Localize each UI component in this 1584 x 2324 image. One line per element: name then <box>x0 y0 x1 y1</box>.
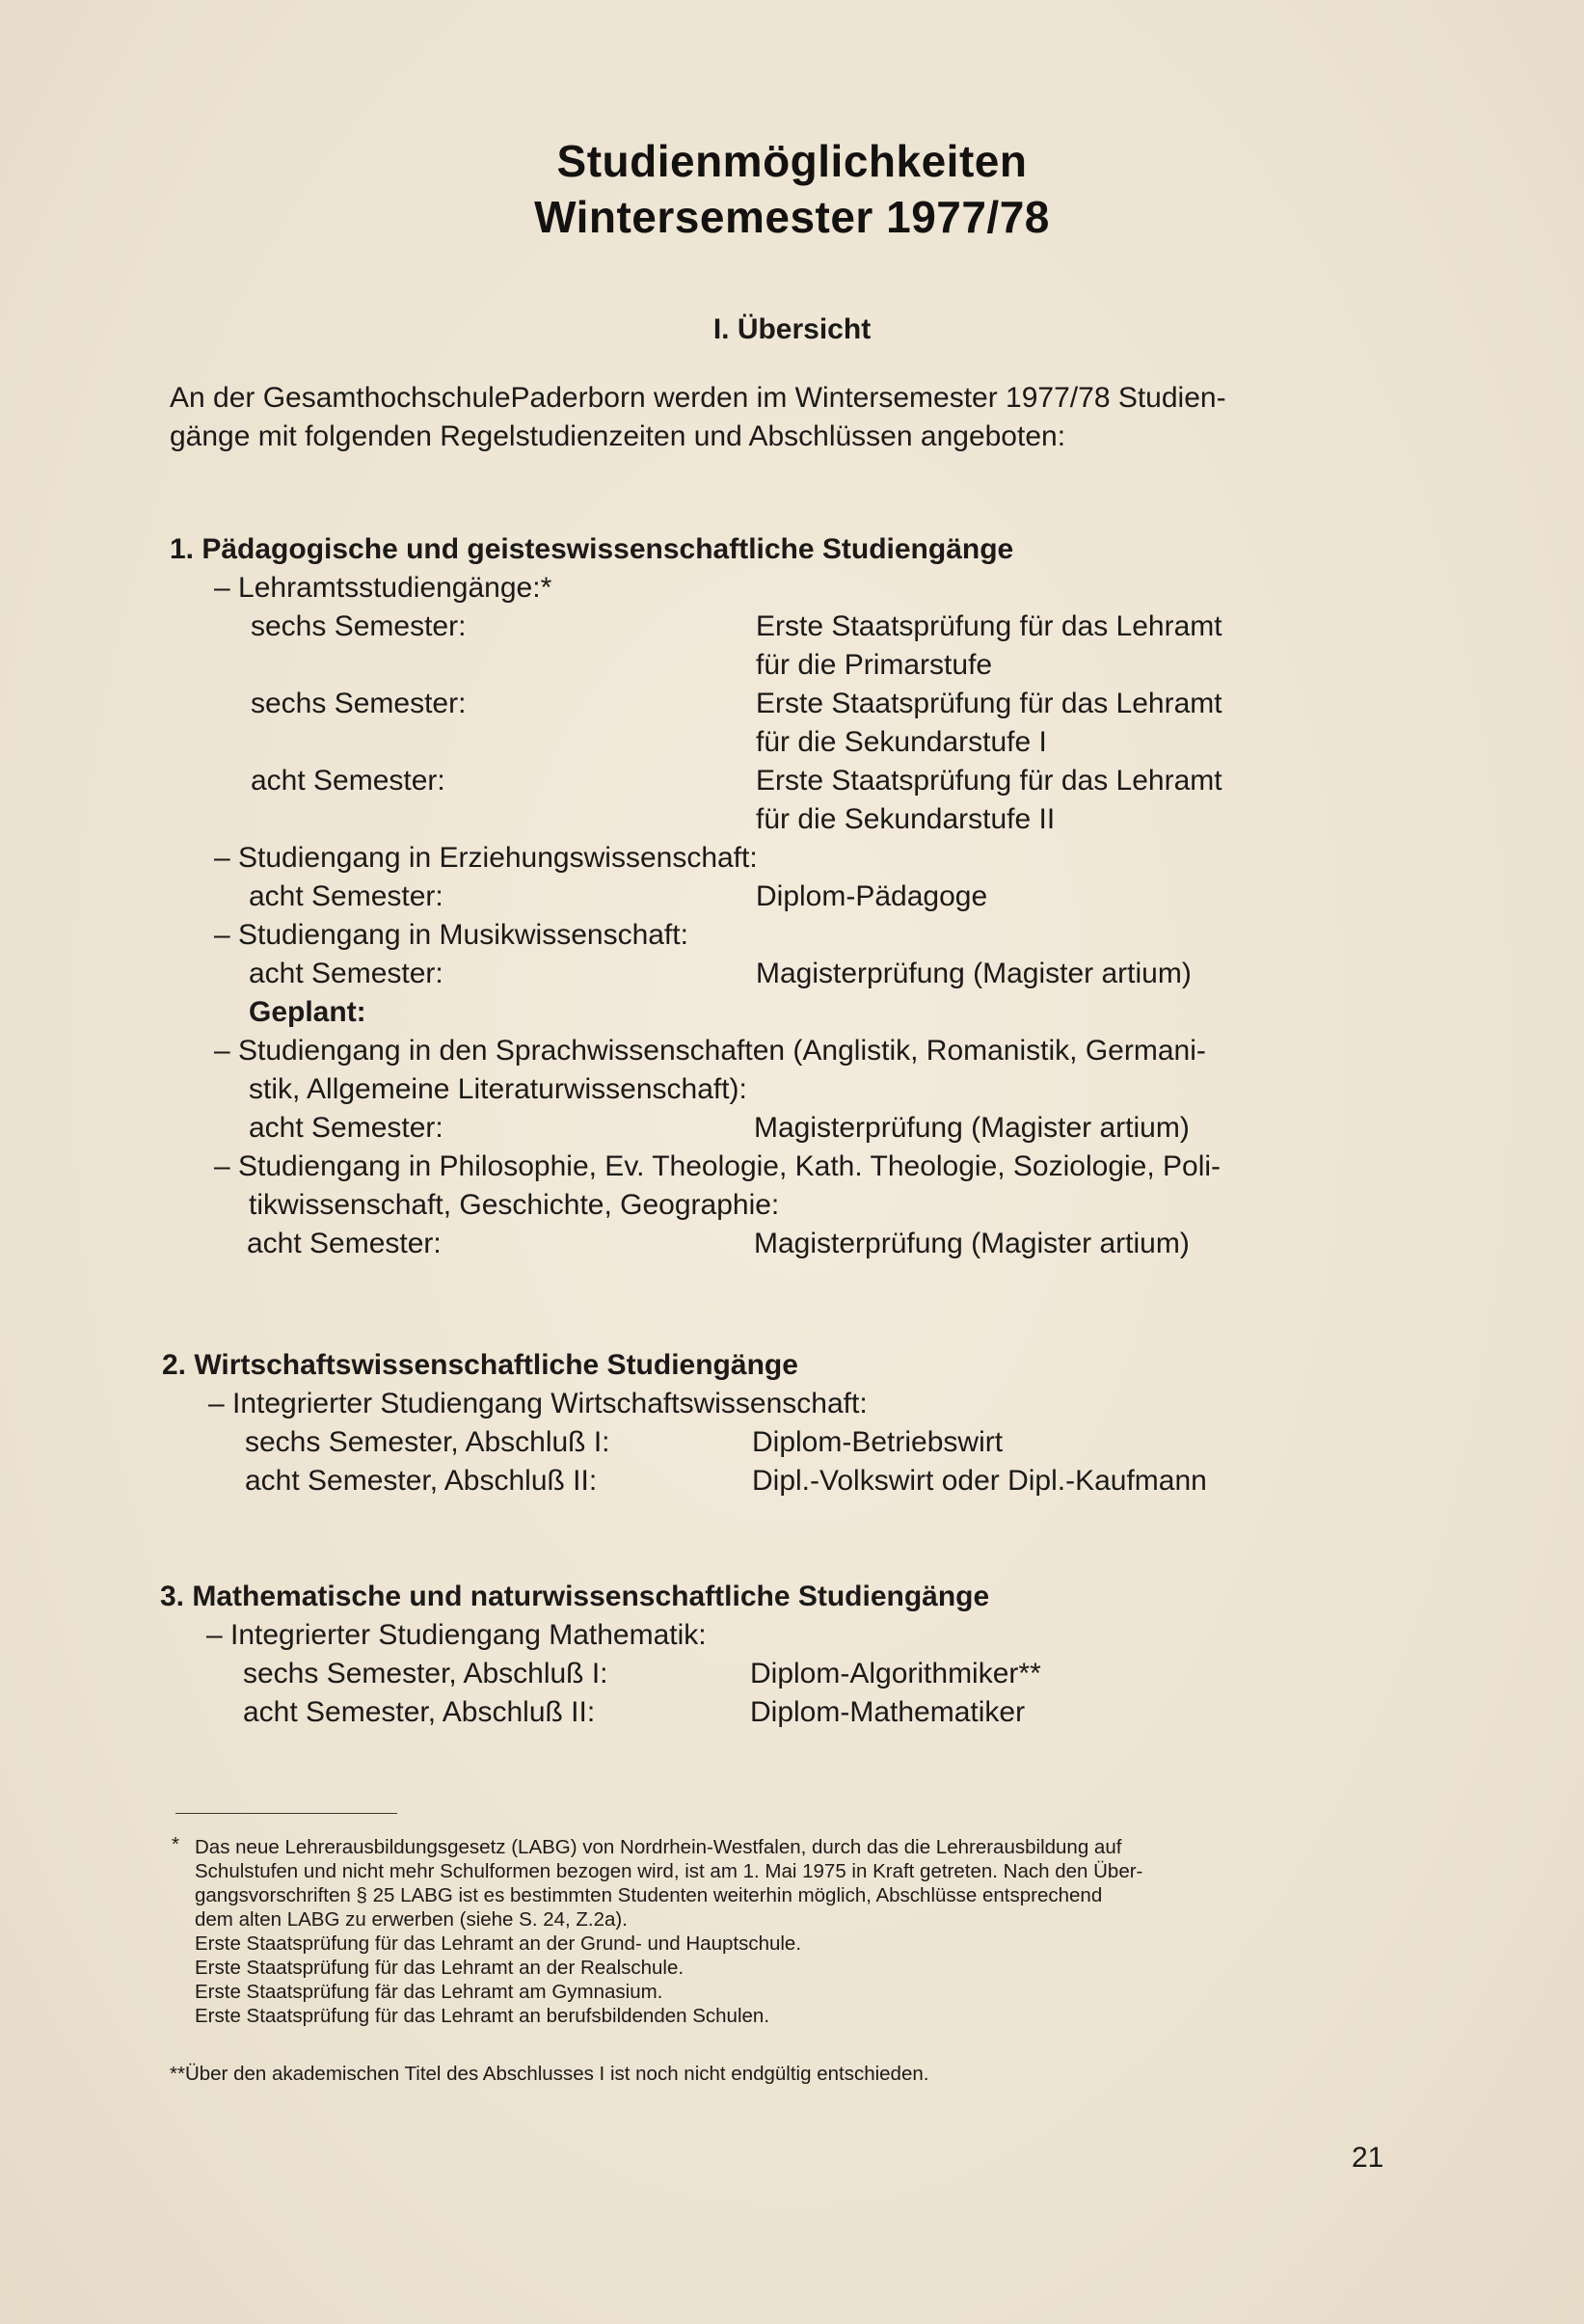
philo-program-line2: tikwissenschaft, Geschichte, Geographie: <box>249 1189 780 1221</box>
erziehung-duration: acht Semester: <box>249 880 443 912</box>
intro-line-2: gänge mit folgenden Regelstudienzeiten und Abschlüssen angeboten: <box>170 420 1066 452</box>
lehramt-label: – Lehramtsstudiengänge:* <box>214 572 552 604</box>
row1-degree-line2: für die Primarstufe <box>756 649 993 681</box>
sprach-duration: acht Semester: <box>249 1112 443 1144</box>
wirtschaft-row2-degree: Dipl.-Volkswirt oder Dipl.-Kaufmann <box>752 1465 1207 1497</box>
footnote-line: Erste Staatsprüfung für das Lehramt an der Realschule. <box>195 1957 685 1979</box>
sprach-program-line1: – Studiengang in den Sprachwissenschaften (Anglistik, Romanistik, Germani- <box>214 1035 1206 1067</box>
erziehung-degree: Diplom-Pädagoge <box>756 880 988 912</box>
page-number: 21 <box>1352 2142 1384 2174</box>
footnote-separator <box>175 1813 397 1814</box>
footnote-line: dem alten LABG zu erwerben (siehe S. 24, Z.2a). <box>195 1908 628 1931</box>
row2-degree-line1: Erste Staatsprüfung für das Lehramt <box>756 688 1222 719</box>
mathematik-row2-duration: acht Semester, Abschluß II: <box>243 1696 596 1728</box>
row1-degree-line1: Erste Staatsprüfung für das Lehramt <box>756 610 1222 642</box>
page-title-line2: Wintersemester 1977/78 <box>534 192 1050 242</box>
row1-duration: sechs Semester: <box>251 610 467 642</box>
wirtschaft-row1-duration: sechs Semester, Abschluß I: <box>245 1426 610 1458</box>
row2-duration: sechs Semester: <box>251 688 467 719</box>
mathematik-row1-degree: Diplom-Algorithmiker** <box>750 1658 1041 1689</box>
philo-degree: Magisterprüfung (Magister artium) <box>754 1228 1190 1259</box>
footnote-star-mark: * <box>172 1833 179 1855</box>
wirtschaft-row1-degree: Diplom-Betriebswirt <box>752 1426 1004 1458</box>
footnote-double-star: **Über den akademischen Titel des Abschlusses I ist noch nicht endgültig entschieden. <box>170 2063 929 2085</box>
overview-heading: I. Übersicht <box>712 313 872 345</box>
sprach-program-line2: stik, Allgemeine Literaturwissenschaft): <box>249 1073 747 1105</box>
musik-program: – Studiengang in Musikwissenschaft: <box>214 919 688 951</box>
row3-degree-line2: für die Sekundarstufe II <box>756 803 1056 835</box>
page-title-line1: Studienmöglichkeiten <box>556 136 1028 186</box>
wirtschaft-row2-duration: acht Semester, Abschluß II: <box>245 1465 598 1497</box>
footnote-line: Das neue Lehrerausbildungsgesetz (LABG) von Nordrhein-Westfalen, durch das die Lehrerausbildung auf <box>195 1836 1122 1858</box>
philo-program-line1: – Studiengang in Philosophie, Ev. Theologie, Kath. Theologie, Soziologie, Poli- <box>214 1150 1222 1182</box>
mathematik-row2-degree: Diplom-Mathematiker <box>750 1696 1026 1728</box>
musik-degree: Magisterprüfung (Magister artium) <box>756 958 1192 989</box>
geplant-label: Geplant: <box>249 996 366 1028</box>
row2-degree-line2: für die Sekundarstufe I <box>756 726 1047 758</box>
erziehung-program: – Studiengang in Erziehungswissenschaft: <box>214 842 758 874</box>
footnote-line: Erste Staatsprüfung fär das Lehramt am Gymnasium. <box>195 1981 663 2003</box>
section1-heading: 1. Pädagogische und geisteswissenschaftliche Studiengänge <box>170 533 1014 565</box>
mathematik-row1-duration: sechs Semester, Abschluß I: <box>243 1658 608 1689</box>
row3-duration: acht Semester: <box>251 765 445 797</box>
mathematik-program: – Integrierter Studiengang Mathematik: <box>206 1619 707 1651</box>
section3-heading: 3. Mathematische und naturwissenschaftliche Studiengänge <box>160 1581 990 1612</box>
philo-duration: acht Semester: <box>247 1228 442 1259</box>
section2-heading: 2. Wirtschaftswissenschaftliche Studiengänge <box>162 1349 798 1381</box>
row3-degree-line1: Erste Staatsprüfung für das Lehramt <box>756 765 1222 797</box>
intro-line-1: An der GesamthochschulePaderborn werden im Wintersemester 1977/78 Studien- <box>170 382 1226 414</box>
footnote-line: Erste Staatsprüfung für das Lehramt an der Grund- und Hauptschule. <box>195 1932 802 1955</box>
wirtschaft-program: – Integrierter Studiengang Wirtschaftswissenschaft: <box>208 1388 868 1419</box>
footnote-line: gangsvorschriften § 25 LABG ist es bestimmten Studenten weiterhin möglich, Abschlüsse entsprechend <box>195 1884 1103 1906</box>
sprach-degree: Magisterprüfung (Magister artium) <box>754 1112 1190 1144</box>
footnote-line: Erste Staatsprüfung für das Lehramt an berufsbildenden Schulen. <box>195 2005 770 2027</box>
footnote-line: Schulstufen und nicht mehr Schulformen bezogen wird, ist am 1. Mai 1975 in Kraft getreten. Nach den Über- <box>195 1860 1143 1882</box>
musik-duration: acht Semester: <box>249 958 443 989</box>
